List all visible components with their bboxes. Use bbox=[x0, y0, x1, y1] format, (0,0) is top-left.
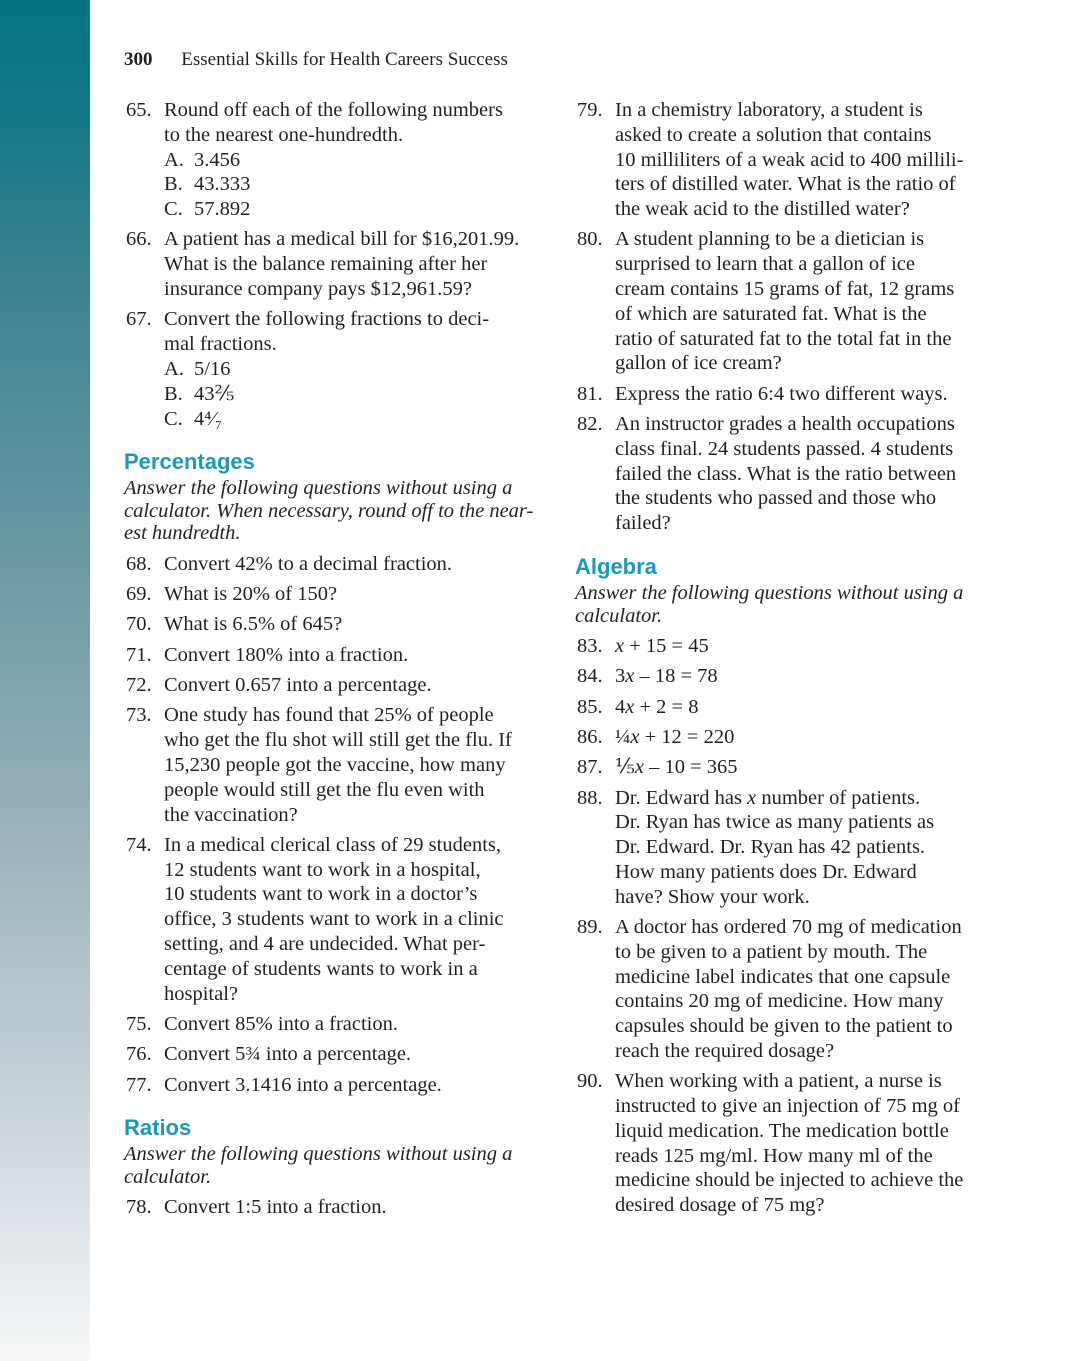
question-number: 73. bbox=[126, 704, 152, 727]
question-78 bbox=[124, 1195, 574, 1220]
question-text-line: Convert 3.1416 into a percentage. bbox=[164, 1073, 442, 1096]
question-68 bbox=[124, 552, 574, 577]
question-text-line: Dr. Edward has x number of patients. bbox=[615, 786, 921, 809]
left-column bbox=[124, 98, 574, 1226]
question-77 bbox=[124, 1073, 574, 1098]
question-text-line: A patient has a medical bill for $16,201.99. bbox=[164, 228, 520, 251]
option-a: A. 3.456 bbox=[164, 148, 241, 171]
question-number: 76. bbox=[126, 1043, 152, 1066]
question-83 bbox=[575, 634, 1025, 659]
question-text-line: Convert 180% into a fraction. bbox=[164, 643, 409, 666]
question-65 bbox=[124, 98, 574, 222]
question-text-line: to be given to a patient by mouth. The bbox=[615, 940, 928, 963]
option-b: B. 43.333 bbox=[164, 173, 251, 196]
question-66 bbox=[124, 227, 574, 301]
question-text-line: insurance company pays $12,961.59? bbox=[164, 278, 472, 301]
question-number: 71. bbox=[126, 643, 152, 666]
question-number: 86. bbox=[577, 725, 603, 748]
question-number: 85. bbox=[577, 695, 603, 718]
question-number: 89. bbox=[577, 916, 603, 939]
question-text-line: failed the class. What is the ratio between bbox=[615, 462, 957, 485]
question-73 bbox=[124, 703, 574, 827]
question-text-line: An instructor grades a health occupations bbox=[615, 413, 955, 436]
question-82 bbox=[575, 412, 1025, 536]
question-text-line: 10 students want to work in a doctor’s bbox=[164, 883, 478, 906]
question-text-line: ters of distilled water. What is the ratio of bbox=[615, 173, 956, 196]
decorative-sidebar-gradient bbox=[0, 0, 90, 1361]
question-text-line: medicine should be injected to achieve the bbox=[615, 1169, 964, 1192]
question-text-line: gallon of ice cream? bbox=[615, 352, 782, 375]
question-87 bbox=[575, 755, 1025, 780]
question-number: 88. bbox=[577, 786, 603, 809]
question-84 bbox=[575, 664, 1025, 689]
question-89 bbox=[575, 915, 1025, 1064]
option-c: C. 4⁴⁄₇ bbox=[164, 407, 222, 430]
question-text-line: of which are saturated fat. What is the bbox=[615, 302, 927, 325]
question-text-line: When working with a patient, a nurse is bbox=[615, 1070, 942, 1093]
question-number: 77. bbox=[126, 1073, 152, 1096]
question-text-line: What is the balance remaining after her bbox=[164, 253, 488, 276]
question-74 bbox=[124, 833, 574, 1007]
question-number: 66. bbox=[126, 228, 152, 251]
question-67 bbox=[124, 307, 574, 431]
question-75 bbox=[124, 1012, 574, 1037]
section-heading-algebra: Algebra bbox=[575, 554, 657, 580]
equation: ⅕x – 10 = 365 bbox=[615, 756, 738, 779]
question-text-line: medicine label indicates that one capsule bbox=[615, 965, 951, 988]
question-text-line: A student planning to be a dietician is bbox=[615, 228, 925, 251]
question-72 bbox=[124, 673, 574, 698]
question-text-line: the weak acid to the distilled water? bbox=[615, 198, 910, 221]
question-text-line: capsules should be given to the patient to bbox=[615, 1015, 953, 1038]
question-text-line: One study has found that 25% of people bbox=[164, 704, 494, 727]
question-text-line: who get the flu shot will still get the flu. If bbox=[164, 729, 512, 752]
question-text-line: failed? bbox=[615, 512, 671, 535]
question-text-line: ratio of saturated fat to the total fat in the bbox=[615, 327, 952, 350]
question-text-line: A doctor has ordered 70 mg of medication bbox=[615, 916, 962, 939]
question-text-line: Convert 0.657 into a percentage. bbox=[164, 674, 432, 697]
equation: 3x – 18 = 78 bbox=[615, 665, 718, 688]
question-number: 83. bbox=[577, 635, 603, 658]
question-85 bbox=[575, 695, 1025, 720]
option-b: B. 43⅖ bbox=[164, 382, 235, 405]
question-text-line: Dr. Edward. Dr. Ryan has 42 patients. bbox=[615, 836, 926, 859]
question-text-line: Convert 85% into a fraction. bbox=[164, 1012, 398, 1035]
question-number: 70. bbox=[126, 613, 152, 636]
question-text-line: What is 20% of 150? bbox=[164, 583, 338, 606]
question-text-line: contains 20 mg of medicine. How many bbox=[615, 990, 944, 1013]
question-text-line: desired dosage of 75 mg? bbox=[615, 1194, 825, 1217]
question-number: 74. bbox=[126, 833, 152, 856]
question-88 bbox=[575, 786, 1025, 910]
question-number: 84. bbox=[577, 665, 603, 688]
running-header bbox=[124, 48, 508, 72]
question-text-line: How many patients does Dr. Edward bbox=[615, 860, 917, 883]
question-text-line: reach the required dosage? bbox=[615, 1040, 835, 1062]
question-text-line: surprised to learn that a gallon of ice bbox=[615, 253, 915, 276]
question-text-line: cream contains 15 grams of fat, 12 grams bbox=[615, 278, 955, 301]
page-number: 300 bbox=[124, 49, 153, 70]
question-number: 65. bbox=[126, 99, 152, 121]
question-text-line: liquid medication. The medication bottle bbox=[615, 1119, 949, 1142]
question-text-line: setting, and 4 are undecided. What per- bbox=[164, 933, 486, 956]
question-text-line: hospital? bbox=[164, 982, 239, 1005]
section-heading-percentages: Percentages bbox=[124, 449, 255, 475]
question-text-line: Convert 1:5 into a fraction. bbox=[164, 1196, 387, 1219]
question-text-line: What is 6.5% of 645? bbox=[164, 613, 343, 636]
question-text-line: office, 3 students want to work in a clinic bbox=[164, 908, 504, 931]
question-text-line: the vaccination? bbox=[164, 803, 298, 826]
question-text-line: have? Show your work. bbox=[615, 885, 810, 908]
question-text-line: Round off each of the following numbers bbox=[164, 99, 503, 121]
question-text-line: Dr. Ryan has twice as many patients as bbox=[615, 811, 935, 834]
question-number: 78. bbox=[126, 1196, 152, 1219]
question-text-line: 12 students want to work in a hospital, bbox=[164, 858, 481, 881]
question-number: 68. bbox=[126, 552, 152, 575]
question-90 bbox=[575, 1069, 1025, 1218]
question-81 bbox=[575, 382, 1025, 407]
section-heading-ratios: Ratios bbox=[124, 1115, 192, 1141]
question-text-line: reads 125 mg/ml. How many ml of the bbox=[615, 1144, 933, 1167]
question-text-line: Express the ratio 6:4 two different ways. bbox=[615, 382, 948, 405]
question-text-line: Convert the following fractions to deci- bbox=[164, 308, 490, 331]
question-number: 90. bbox=[577, 1070, 603, 1093]
question-71 bbox=[124, 643, 574, 668]
question-text-line: Convert 5¾ into a percentage. bbox=[164, 1043, 412, 1066]
section-instructions: Answer the following questions without using a calculator. When necessary, round off to the near- est hundredth. bbox=[124, 477, 534, 545]
question-number: 75. bbox=[126, 1012, 152, 1035]
question-70 bbox=[124, 612, 574, 637]
section-instructions: Answer the following questions without using a calculator. bbox=[575, 582, 964, 627]
question-text-line: instructed to give an injection of 75 mg of bbox=[615, 1095, 961, 1118]
option-a: A. 5/16 bbox=[164, 357, 231, 380]
question-text-line: mal fractions. bbox=[164, 333, 277, 356]
question-text-line: 15,230 people got the vaccine, how many bbox=[164, 753, 506, 776]
section-instructions: Answer the following questions without using a calculator. bbox=[124, 1143, 513, 1188]
question-text-line: In a medical clerical class of 29 students, bbox=[164, 833, 501, 856]
right-column bbox=[575, 98, 1025, 1224]
question-number: 72. bbox=[126, 674, 152, 697]
question-text-line: to the nearest one-hundredth. bbox=[164, 123, 404, 146]
question-number: 80. bbox=[577, 228, 603, 251]
question-text-line: the students who passed and those who bbox=[615, 487, 937, 510]
question-text-line: Convert 42% to a decimal fraction. bbox=[164, 552, 453, 575]
question-number: 87. bbox=[577, 756, 603, 779]
question-80 bbox=[575, 227, 1025, 376]
question-76 bbox=[124, 1042, 574, 1067]
question-number: 67. bbox=[126, 308, 152, 331]
question-number: 81. bbox=[577, 382, 603, 405]
question-number: 79. bbox=[577, 99, 603, 121]
question-text-line: class final. 24 students passed. 4 students bbox=[615, 437, 954, 460]
question-69 bbox=[124, 582, 574, 607]
question-number: 69. bbox=[126, 583, 152, 606]
question-text-line: asked to create a solution that contains bbox=[615, 123, 932, 146]
option-c: C. 57.892 bbox=[164, 198, 251, 221]
question-text-line: In a chemistry laboratory, a student is bbox=[615, 99, 923, 121]
question-text-line: people would still get the flu even with bbox=[164, 778, 485, 801]
book-title: Essential Skills for Health Careers Success bbox=[181, 49, 508, 70]
question-text-line: 10 milliliters of a weak acid to 400 millili- bbox=[615, 148, 964, 171]
question-86 bbox=[575, 725, 1025, 750]
equation: x + 15 = 45 bbox=[615, 635, 709, 658]
question-text-line: centage of students wants to work in a bbox=[164, 957, 478, 980]
question-number: 82. bbox=[577, 413, 603, 436]
equation: 4x + 2 = 8 bbox=[615, 695, 699, 718]
equation: ¼x + 12 = 220 bbox=[615, 725, 735, 748]
question-79 bbox=[575, 98, 1025, 222]
